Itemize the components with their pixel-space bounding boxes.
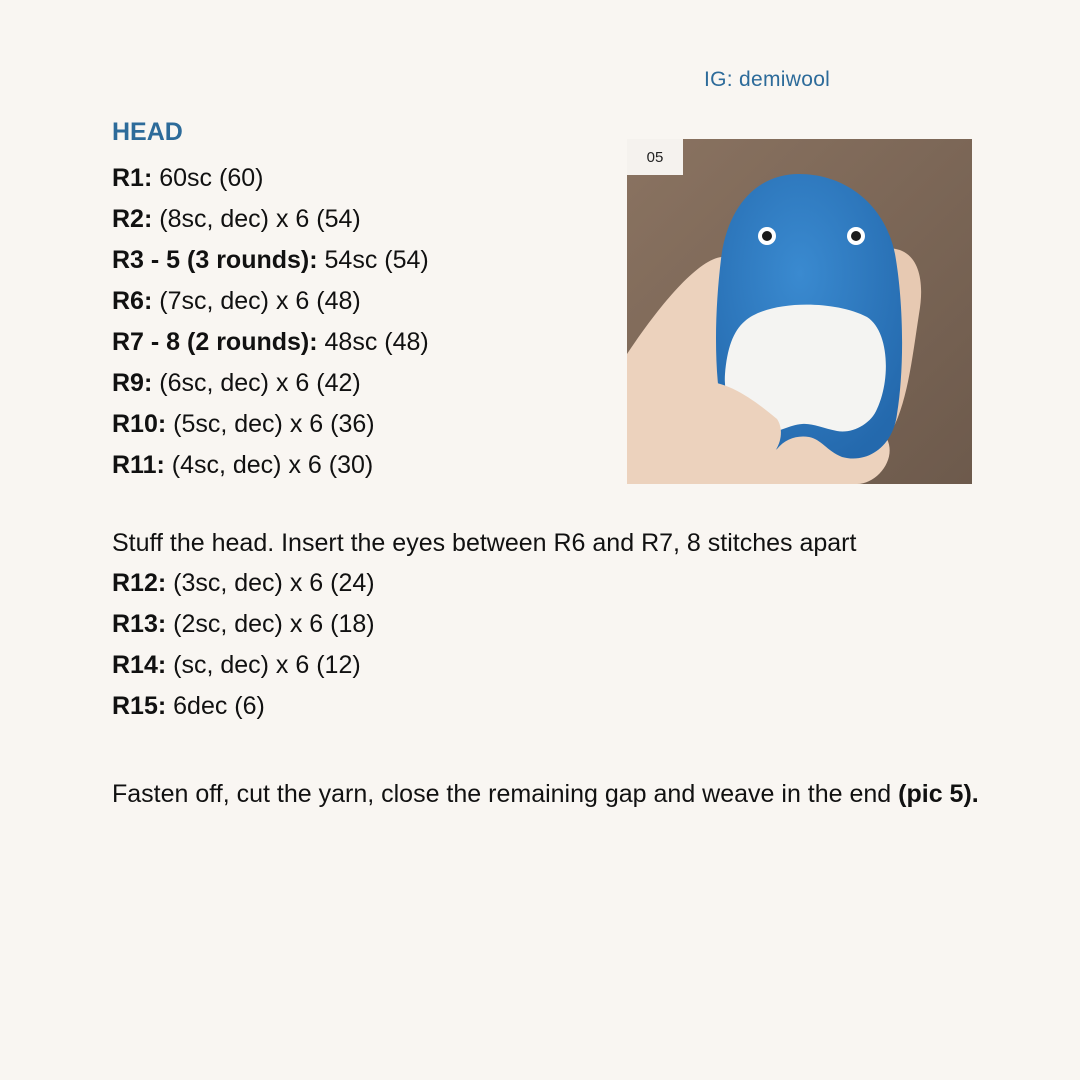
round-row bbox=[112, 563, 375, 604]
round-text: (8sc, dec) x 6 (54) bbox=[152, 205, 361, 233]
round-text: (6sc, dec) x 6 (42) bbox=[152, 369, 361, 397]
round-text: 60sc (60) bbox=[152, 164, 264, 192]
round-label: R2: bbox=[112, 205, 153, 233]
section-title: HEAD bbox=[112, 118, 183, 146]
round-label: R13: bbox=[112, 610, 167, 638]
round-row bbox=[112, 281, 429, 322]
round-label: R3 - 5 (3 rounds): bbox=[112, 246, 318, 274]
round-label: R14: bbox=[112, 651, 167, 679]
round-row bbox=[112, 363, 429, 404]
round-label: R10: bbox=[112, 410, 167, 438]
round-label: R1: bbox=[112, 164, 153, 192]
round-row bbox=[112, 645, 375, 686]
round-row bbox=[112, 604, 375, 645]
photo-number-badge: 05 bbox=[627, 139, 683, 175]
round-label: R7 - 8 (2 rounds): bbox=[112, 328, 318, 356]
round-label: R11: bbox=[112, 451, 165, 479]
round-row bbox=[112, 199, 429, 240]
instagram-handle: IG: demiwool bbox=[704, 68, 831, 91]
round-text: (3sc, dec) x 6 (24) bbox=[166, 569, 375, 597]
finish-instruction bbox=[112, 774, 982, 815]
round-row bbox=[112, 240, 429, 281]
stuff-instruction: Stuff the head. Insert the eyes between R6 and R7, 8 stitches apart bbox=[112, 529, 857, 557]
round-row bbox=[112, 158, 429, 199]
round-label: R9: bbox=[112, 369, 153, 397]
round-text: (7sc, dec) x 6 (48) bbox=[152, 287, 361, 315]
round-text: (4sc, dec) x 6 (30) bbox=[164, 451, 374, 479]
round-label: R6: bbox=[112, 287, 153, 315]
amigurumi-photo bbox=[627, 139, 972, 484]
round-row bbox=[112, 404, 429, 445]
round-row bbox=[112, 686, 375, 727]
round-text: (2sc, dec) x 6 (18) bbox=[166, 610, 375, 638]
round-text: 48sc (48) bbox=[317, 328, 429, 356]
picture-reference: (pic 5). bbox=[898, 780, 979, 808]
round-row bbox=[112, 445, 429, 486]
round-label: R15: bbox=[112, 692, 167, 720]
round-text: (sc, dec) x 6 (12) bbox=[166, 651, 361, 679]
finish-text: Fasten off, cut the yarn, close the remaining gap and weave in the end bbox=[112, 780, 899, 808]
round-row bbox=[112, 322, 429, 363]
photo-illustration bbox=[627, 139, 972, 484]
rounds-list-part2 bbox=[112, 563, 375, 727]
round-text: 54sc (54) bbox=[317, 246, 429, 274]
round-text: 6dec (6) bbox=[166, 692, 265, 720]
rounds-list-part1 bbox=[112, 158, 429, 486]
round-label: R12: bbox=[112, 569, 167, 597]
round-text: (5sc, dec) x 6 (36) bbox=[166, 410, 375, 438]
